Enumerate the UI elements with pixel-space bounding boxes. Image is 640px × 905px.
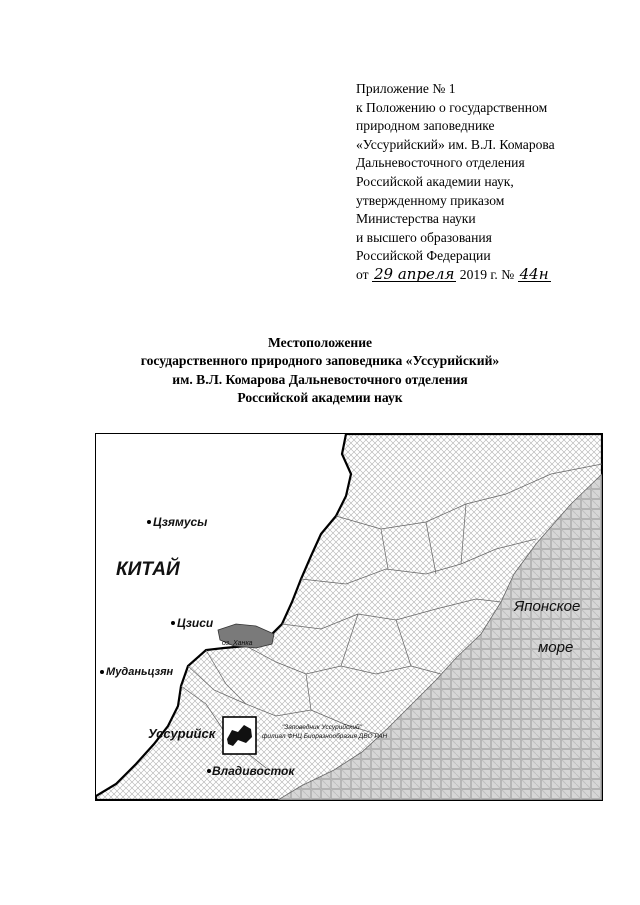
appendix-line: Приложение № 1 — [356, 81, 456, 96]
date-prefix: от — [356, 266, 369, 282]
title-line: им. В.Л. Комарова Дальневосточного отделения — [172, 371, 468, 387]
title-line: Местоположение — [267, 335, 373, 350]
jiamusi-dot — [147, 520, 151, 524]
label-sea-line2: море — [538, 639, 574, 656]
appendix-line: Российской Федерации — [356, 248, 491, 264]
label-khanka: оз. Ханка — [222, 640, 253, 647]
label-vladivostok: Владивосток — [212, 764, 295, 778]
handwritten-order-number: 44н — [519, 264, 549, 283]
location-map — [95, 433, 603, 801]
label-reserve-line2: филиал ФНЦ Биоразнообразия ДВО РАН — [262, 733, 388, 740]
appendix-line: к Положению о государственном — [356, 99, 548, 115]
appendix-block — [356, 80, 555, 285]
label-china: КИТАЙ — [116, 559, 180, 580]
appendix-line: природном заповеднике — [356, 118, 495, 134]
title-line: Российской академии наук — [237, 390, 403, 406]
appendix-line: Дальневосточного отделения — [356, 155, 525, 171]
order-year: 2019 г. № — [459, 266, 515, 282]
mudanjiang-dot — [100, 670, 104, 674]
appendix-line: утвержденному приказом — [356, 192, 505, 208]
appendix-line: Российской академии наук, — [356, 173, 514, 189]
title-line: государственного природного заповедника «Уссурийский» — [140, 353, 500, 369]
appendix-line: и высшего образования — [356, 229, 492, 245]
vladivostok-dot — [207, 769, 211, 773]
label-jiamusi: Цзямусы — [153, 515, 208, 529]
appendix-line: «Уссурийский» им. В.Л. Комарова — [356, 136, 555, 152]
map-graphic — [96, 434, 602, 800]
jixi-dot — [171, 621, 175, 625]
order-date-line — [356, 266, 555, 285]
label-reserve-line1: "Заповедник Уссурийский" — [282, 724, 362, 731]
label-sea-line1: Японское — [514, 598, 581, 615]
document-title — [0, 334, 640, 408]
label-ussuriysk: Уссурийск — [148, 726, 216, 741]
appendix-line: Министерства науки — [356, 211, 476, 227]
label-mudanjiang: Муданьцзян — [106, 666, 174, 678]
label-jixi: Цзиси — [177, 616, 214, 630]
handwritten-date: 29 апреля — [373, 264, 455, 283]
